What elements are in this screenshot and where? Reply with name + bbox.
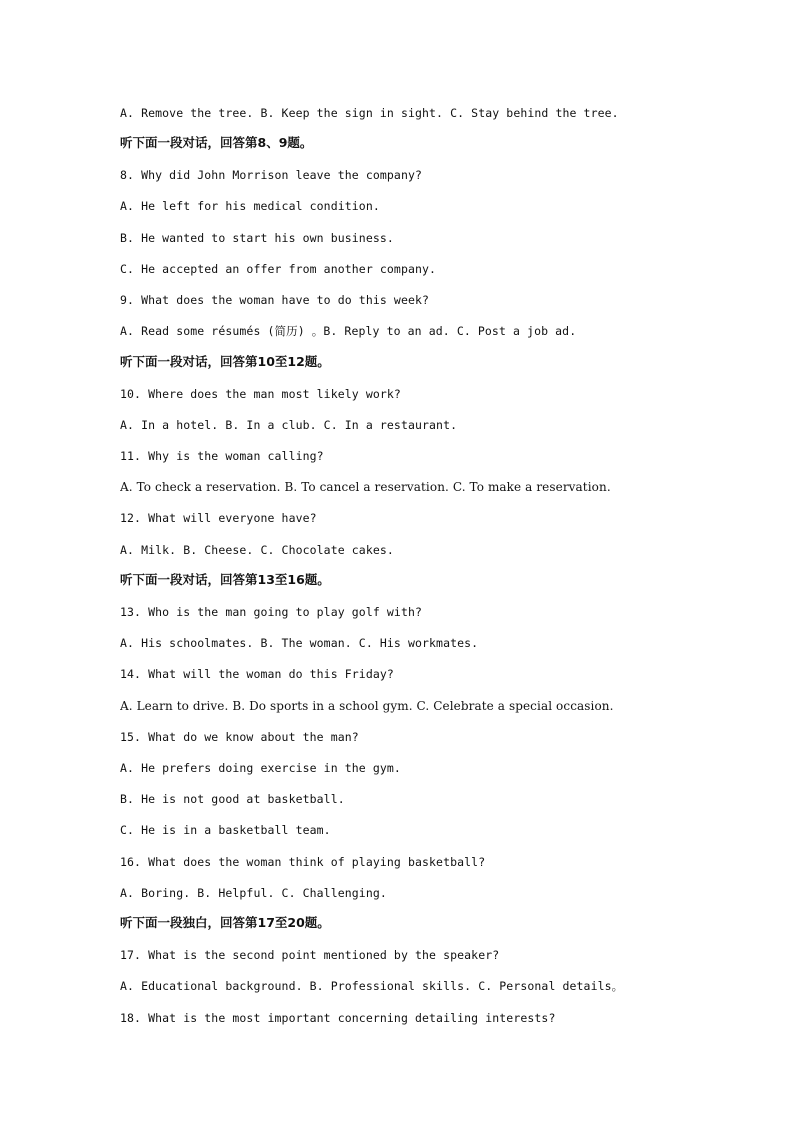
question-13: 13. Who is the man going to play golf with?	[120, 605, 423, 619]
question-10: 10. Where does the man most likely work?	[120, 387, 401, 401]
question-11: 11. Why is the woman calling?	[120, 449, 324, 463]
question-8: 8. Why did John Morrison leave the company?	[120, 168, 423, 182]
question-15: 15. What do we know about the man?	[120, 730, 359, 744]
question-14: 14. What will the woman do this Friday?	[120, 667, 394, 681]
answer-options-11: A. To check a reservation. B. To cancel a reservation. C. To make a reservation.	[120, 480, 611, 494]
answer-options-7: A. Remove the tree. B. Keep the sign in sight. C. Stay behind the tree.	[120, 106, 619, 120]
answer-options-10: A. In a hotel. B. In a club. C. In a restaurant.	[120, 418, 458, 432]
option-8c: C. He accepted an offer from another company.	[120, 262, 437, 276]
option-15a: A. He prefers doing exercise in the gym.	[120, 761, 401, 775]
option-15b: B. He is not good at basketball.	[120, 792, 345, 806]
question-16: 16. What does the woman think of playing basketball?	[120, 855, 486, 869]
option-15c: C. He is in a basketball team.	[120, 823, 331, 837]
answer-options-16: A. Boring. B. Helpful. C. Challenging.	[120, 886, 387, 900]
section-heading-8-9: 听下面一段对话，回答第8、9题。	[120, 135, 313, 150]
section-heading-10-12: 听下面一段对话，回答第10至12题。	[120, 354, 330, 369]
question-9: 9. What does the woman have to do this week?	[120, 293, 430, 307]
answer-options-17: A. Educational background. B. Professional skills. C. Personal details。	[120, 979, 624, 993]
answer-options-14: A. Learn to drive. B. Do sports in a school gym. C. Celebrate a special occasion.	[120, 699, 614, 713]
answer-options-13: A. His schoolmates. B. The woman. C. His workmates.	[120, 636, 479, 650]
answer-options-9: A. Read some résumés (简历) 。B. Reply to an ad. C. Post a job ad.	[120, 324, 577, 338]
section-heading-13-16: 听下面一段对话，回答第13至16题。	[120, 572, 330, 587]
question-17: 17. What is the second point mentioned by the speaker?	[120, 948, 500, 962]
option-8a: A. He left for his medical condition.	[120, 199, 380, 213]
section-heading-17-20: 听下面一段独白，回答第17至20题。	[120, 915, 330, 930]
question-12: 12. What will everyone have?	[120, 511, 317, 525]
option-8b: B. He wanted to start his own business.	[120, 231, 394, 245]
question-18: 18. What is the most important concerning detailing interests?	[120, 1011, 556, 1025]
answer-options-12: A. Milk. B. Cheese. C. Chocolate cakes.	[120, 543, 394, 557]
